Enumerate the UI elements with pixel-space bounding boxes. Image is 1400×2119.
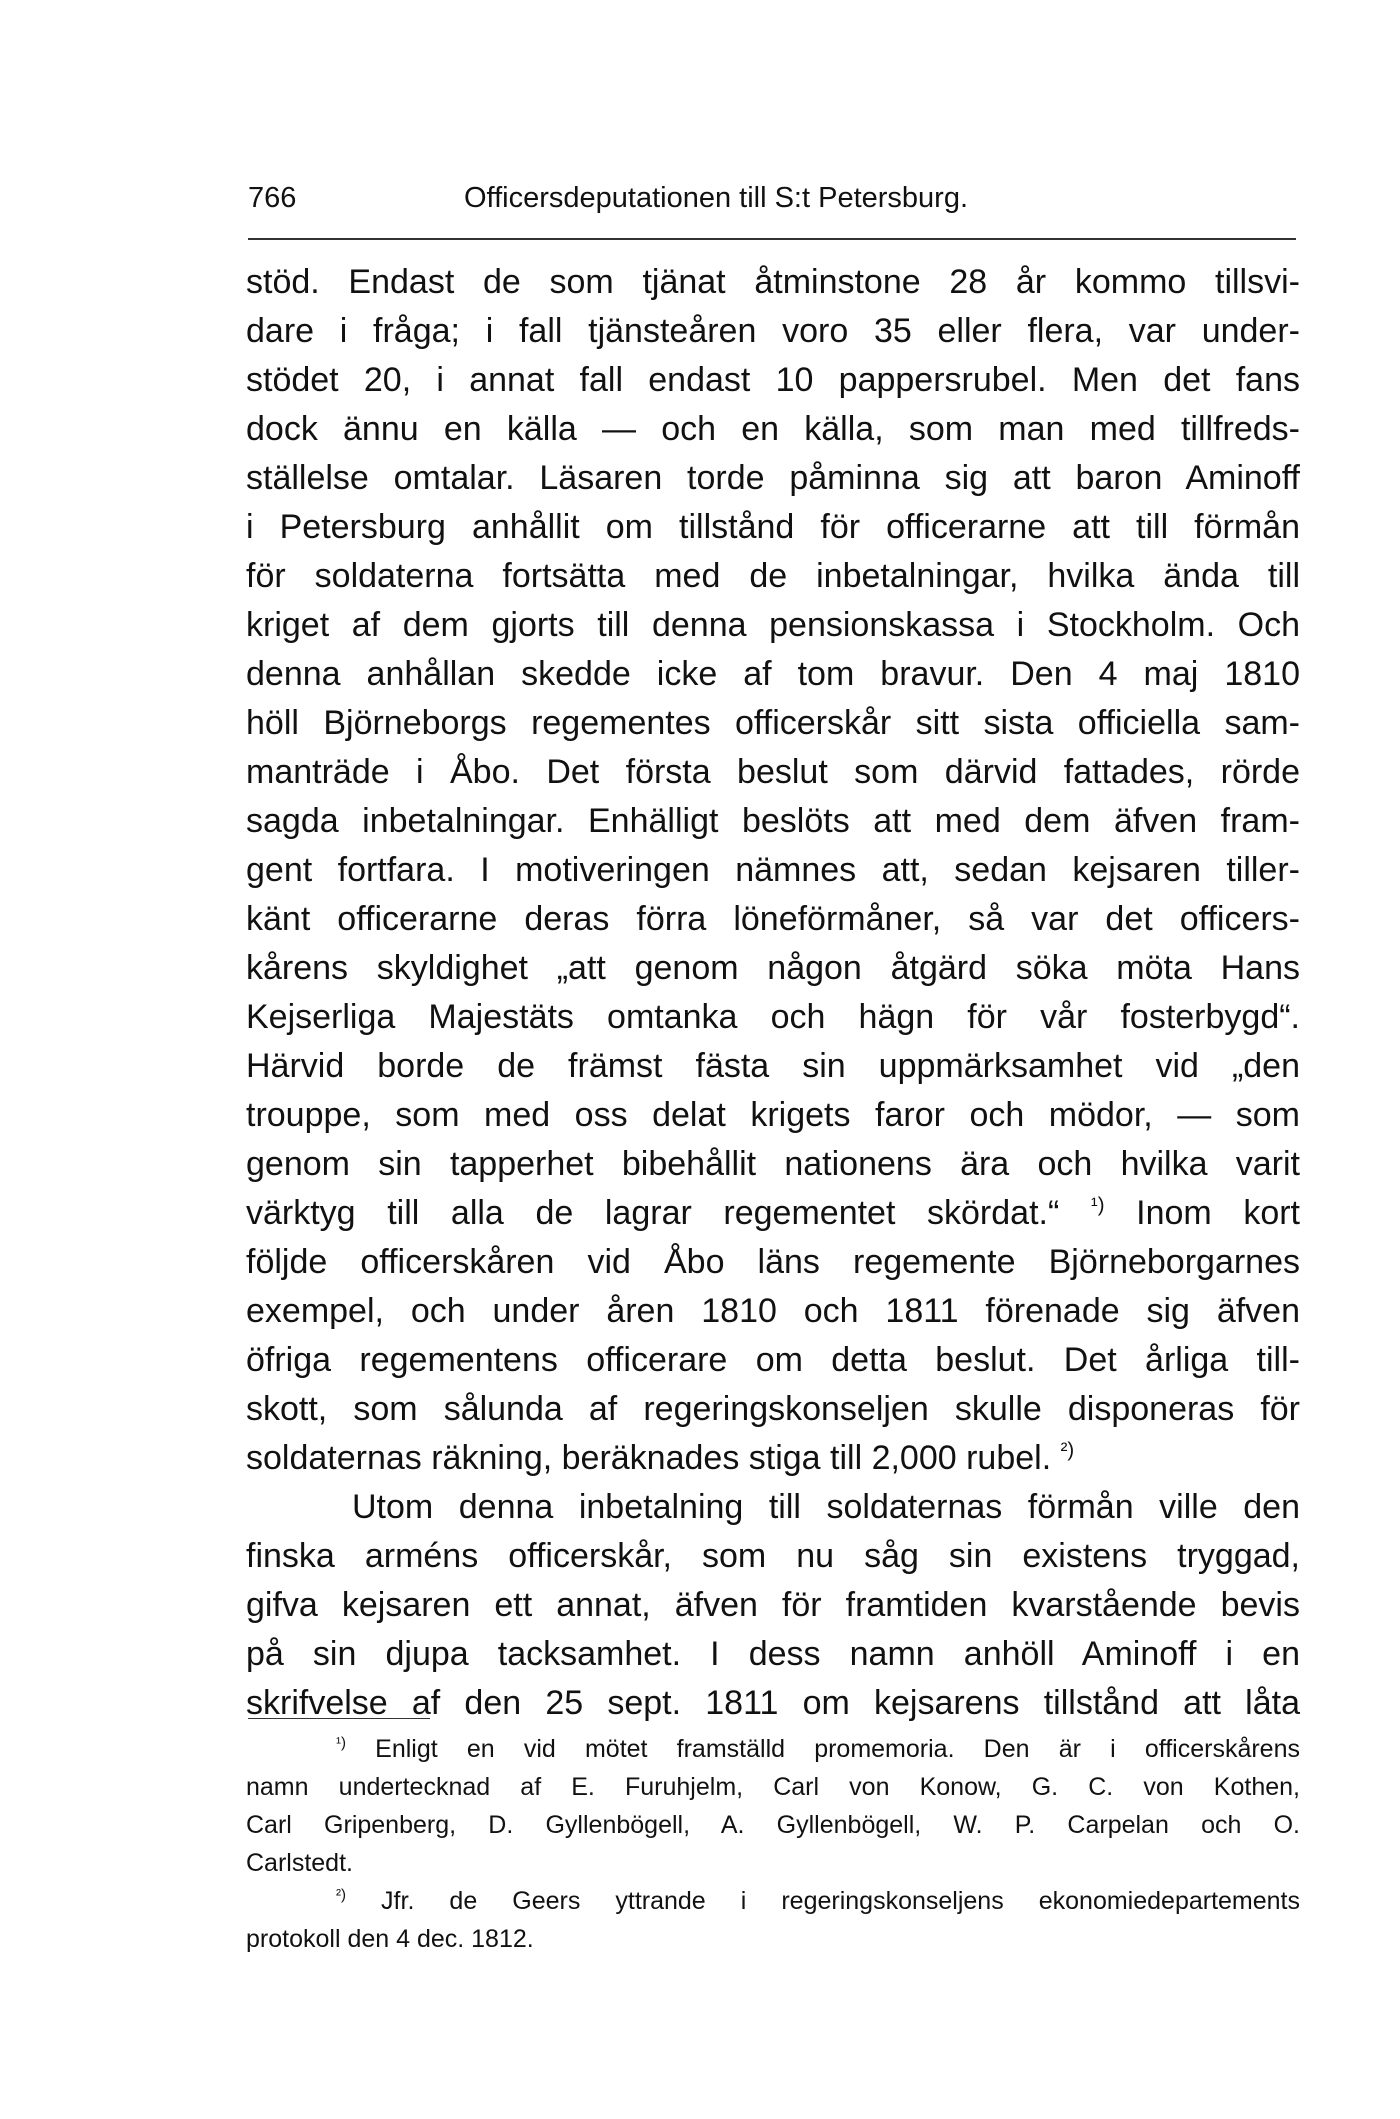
text-line: finska arméns officerskår, som nu såg sin existens tryggad, <box>246 1537 1300 1575</box>
text-line: skott, som sålunda af regeringskonseljen skulle disponeras för <box>246 1390 1300 1428</box>
text-line: genom sin tapperhet bibehållit nationens ära och hvilka varit <box>246 1145 1300 1183</box>
footnote-rule <box>248 1718 430 1719</box>
text-line: på sin djupa tacksamhet. I dess namn anhöll Aminoff i en <box>246 1635 1300 1673</box>
text-line: öfriga regementens officerare om detta beslut. Det årliga till- <box>246 1341 1300 1379</box>
footnote-text: Enligt en vid mötet framställd promemoria. Den är i officerskårens <box>375 1735 1300 1763</box>
text-line: för soldaterna fortsätta med de inbetalningar, hvilka ända till <box>246 557 1300 595</box>
footnote-line: Carlstedt. <box>246 1849 353 1877</box>
text-line: kriget af dem gjorts till denna pensionskassa i Stockholm. Och <box>246 606 1300 644</box>
page-number: 766 <box>248 182 297 214</box>
header-rule <box>248 238 1296 240</box>
text-line: denna anhållan skedde icke af tom bravur. Den 4 maj 1810 <box>246 655 1300 693</box>
text-line: skrifvelse af den 25 sept. 1811 om kejsarens tillstånd att låta <box>246 1684 1300 1722</box>
footnote-line <box>246 1730 1300 1768</box>
footnote-1 <box>246 1730 1300 1882</box>
text-line: dare i fråga; i fall tjänsteåren voro 35 eller flera, var under- <box>246 312 1300 350</box>
text-line: stöd. Endast de som tjänat åtminstone 28 år kommo tillsvi- <box>246 263 1300 301</box>
footnote-ref-2[interactable]: ²) <box>1060 1439 1075 1462</box>
footnote-line: namn undertecknad af E. Furuhjelm, Carl von Konow, G. C. von Kothen, <box>246 1773 1300 1801</box>
footnote-marker: ²) <box>336 1886 346 1904</box>
paragraph-2 <box>246 1483 1300 1728</box>
footnote-text: Jfr. de Geers yttrande i regeringskonseljens ekonomiedepartements <box>381 1887 1300 1915</box>
body-text <box>246 258 1300 1728</box>
line-text-continued: Inom kort <box>1136 1194 1300 1232</box>
text-line: följde officerskåren vid Åbo läns regemente Björneborgarnes <box>246 1243 1300 1281</box>
paragraph-1 <box>246 258 1300 1483</box>
running-title: Officersdeputationen till S:t Petersburg. <box>464 182 969 214</box>
footnote-2 <box>246 1882 1300 1958</box>
text-line: Härvid borde de främst fästa sin uppmärksamhet vid „den <box>246 1047 1300 1085</box>
footnote-ref-1[interactable]: ¹) <box>1090 1194 1105 1217</box>
text-line: i Petersburg anhållit om tillstånd för officerarne att till förmån <box>246 508 1300 546</box>
text-line: dock ännu en källa — och en källa, som man med tillfreds- <box>246 410 1300 448</box>
text-line: Utom denna inbetalning till soldaternas förmån ville den <box>352 1488 1300 1526</box>
footnote-line <box>246 1882 1300 1920</box>
text-line: trouppe, som med oss delat krigets faror och mödor, — som <box>246 1096 1300 1134</box>
footnote-marker: ¹) <box>336 1734 346 1752</box>
text-line: ställelse omtalar. Läsaren torde påminna sig att baron Aminoff <box>246 459 1300 497</box>
text-line: gent fortfara. I motiveringen nämnes att, sedan kejsaren tiller- <box>246 851 1300 889</box>
footnotes <box>246 1730 1300 1958</box>
text-line: sagda inbetalningar. Enhälligt beslöts att med dem äfven fram- <box>246 802 1300 840</box>
text-line: Kejserliga Majestäts omtanka och hägn för vår fosterbygd“. <box>246 998 1300 1036</box>
text-line: stödet 20, i annat fall endast 10 pappersrubel. Men det fans <box>246 361 1300 399</box>
text-line: exempel, och under åren 1810 och 1811 förenade sig äfven <box>246 1292 1300 1330</box>
text-line: höll Björneborgs regementes officerskår sitt sista officiella sam- <box>246 704 1300 742</box>
line-text: värktyg till alla de lagrar regementet skördat.“ <box>246 1194 1060 1232</box>
running-head <box>248 182 1296 232</box>
text-line: kårens skyldighet „att genom någon åtgärd söka möta Hans <box>246 949 1300 987</box>
text-line-with-note <box>246 1434 1300 1483</box>
text-line-with-note <box>246 1189 1300 1238</box>
line-text: soldaternas räkning, beräknades stiga till 2,000 rubel. <box>246 1439 1052 1477</box>
text-line: gifva kejsaren ett annat, äfven för framtiden kvarstående bevis <box>246 1586 1300 1624</box>
footnote-line: Carl Gripenberg, D. Gyllenbögell, A. Gyllenbögell, W. P. Carpelan och O. <box>246 1811 1300 1839</box>
text-line: känt officerarne deras förra löneförmåner, så var det officers- <box>246 900 1300 938</box>
text-line: manträde i Åbo. Det första beslut som därvid fattades, rörde <box>246 753 1300 791</box>
footnote-line: protokoll den 4 dec. 1812. <box>246 1925 534 1953</box>
